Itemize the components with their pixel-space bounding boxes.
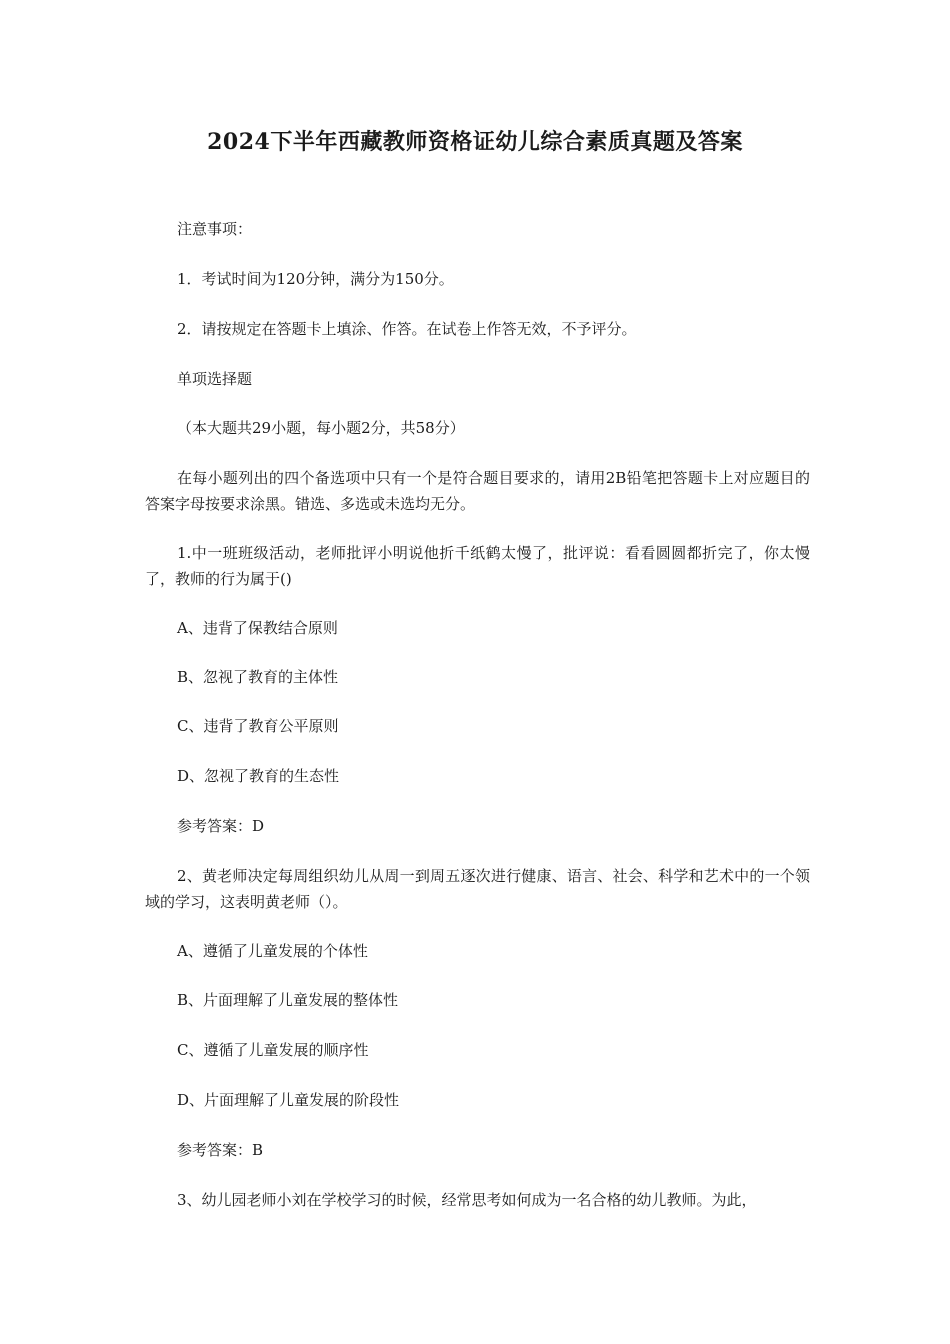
question-2-option-c: C、遵循了儿童发展的顺序性	[177, 1041, 369, 1059]
question-1-option-a: A、违背了保教结合原则	[177, 619, 338, 637]
question-3-stem: 3、幼儿园老师小刘在学校学习的时候，经常思考如何成为一名合格的幼儿教师。为此，	[177, 1191, 757, 1209]
section-name: 单项选择题	[177, 370, 253, 388]
question-2-option-b: B、片面理解了儿童发展的整体性	[177, 991, 399, 1009]
document-title: 2024下半年西藏教师资格证幼儿综合素质真题及答案	[207, 129, 743, 155]
section-instructions: 在每小题列出的四个备选项中只有一个是符合题目要求的，请用2B铅笔把答题卡上对应题目的答案字母按要求涂黑。错选、多选或未选均无分。	[145, 469, 810, 513]
question-2-option-a: A、遵循了儿童发展的个体性	[177, 942, 368, 960]
notes-heading: 注意事项：	[177, 220, 253, 238]
question-2-answer: 参考答案：B	[177, 1141, 264, 1159]
note-item-2: 2．请按规定在答题卡上填涂、作答。在试卷上作答无效，不予评分。	[177, 320, 637, 338]
question-1-option-b: B、忽视了教育的主体性	[177, 668, 339, 686]
note-item-1: 1．考试时间为120分钟，满分为150分。	[177, 270, 454, 288]
question-1-option-c: C、违背了教育公平原则	[177, 717, 339, 735]
question-2-stem: 2、黄老师决定每周组织幼儿从周一到周五逐次进行健康、语言、社会、科学和艺术中的一个领域的学习，这表明黄老师（）。	[145, 867, 810, 911]
question-1-stem: 1.中一班班级活动，老师批评小明说他折千纸鹤太慢了，批评说：看看圆圆都折完了，你太慢了，教师的行为属于()	[145, 544, 810, 588]
section-summary: （本大题共29小题，每小题2分，共58分）	[177, 419, 465, 437]
question-1-option-d: D、忽视了教育的生态性	[177, 767, 340, 785]
question-2-option-d: D、片面理解了儿童发展的阶段性	[177, 1091, 400, 1109]
question-1-answer: 参考答案：D	[177, 817, 265, 835]
